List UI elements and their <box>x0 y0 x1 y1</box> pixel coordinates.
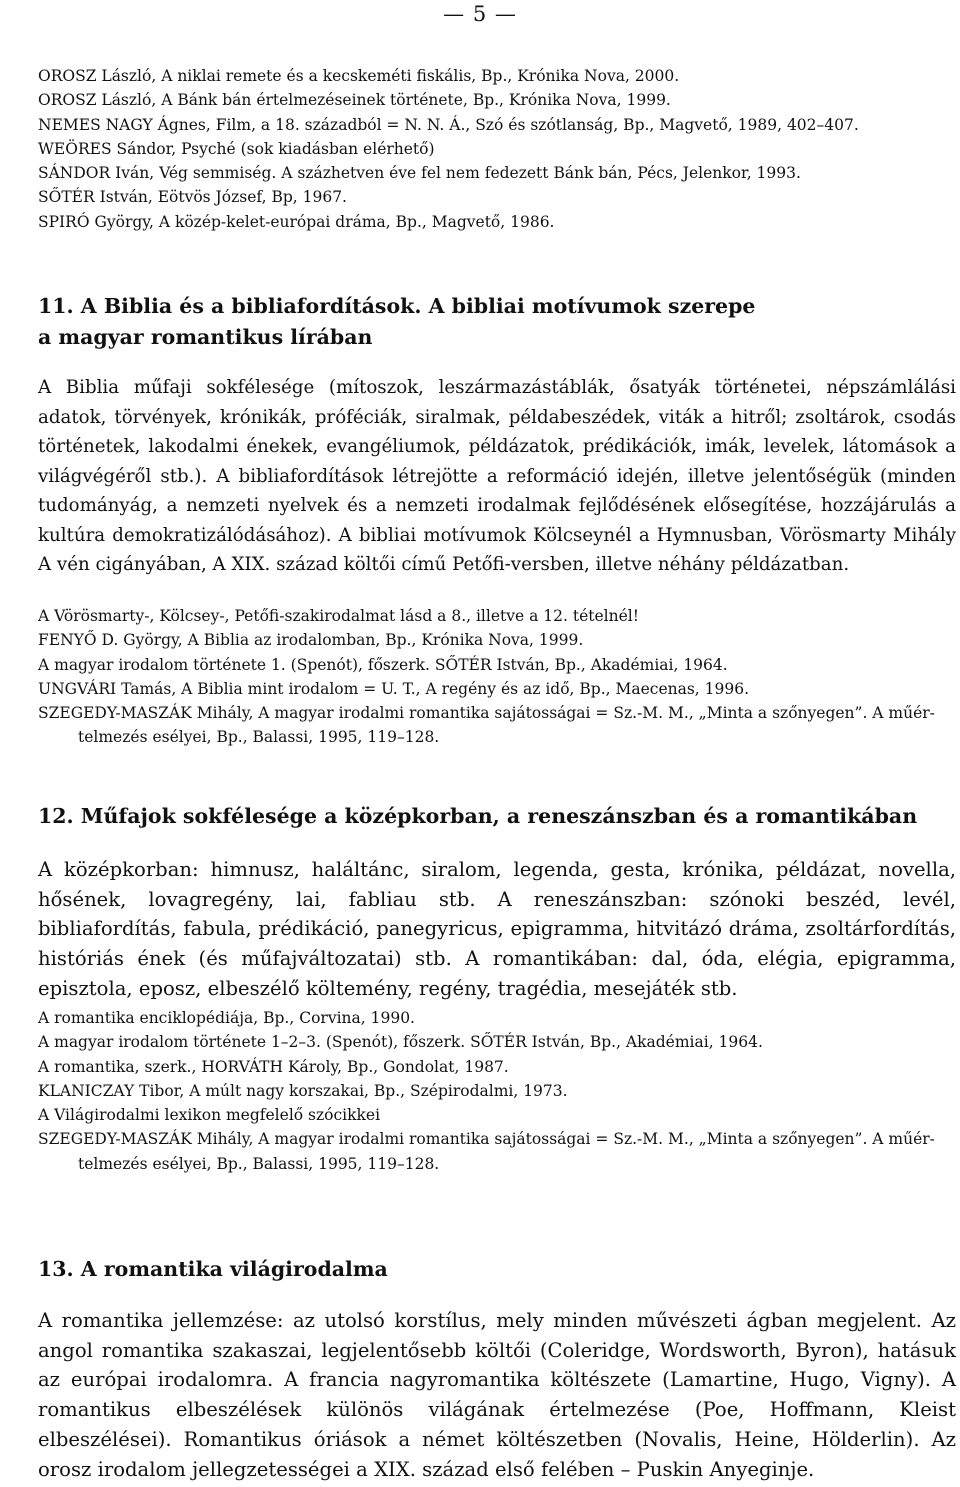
section-11-heading-line2: a magyar romantikus lírában <box>38 325 373 349</box>
section-12-references <box>38 1006 956 1176</box>
section-12-heading: 12. Műfajok sokfélesége a középkorban, a reneszánszban és a romantikában <box>38 804 918 828</box>
section-13-heading: 13. A romantika világirodalma <box>38 1257 388 1281</box>
reference-item: SZEGEDY-MASZÁK Mihály, A magyar irodalmi romantika sajátosságai = Sz.-M. M., „Minta a szőnyegen”. A műér- <box>38 1130 935 1149</box>
section-12-body-wrap <box>38 855 956 1004</box>
section-11-body: A Biblia műfaji sokfélesége (mítoszok, leszármazástáblák, ősatyák történetei, népszámlálási adatok, törvények, krónikák, próféciák, siralmak, példabeszédek, viták a hitről; zsoltárok, csodás történetek, lakodalmi énekek, evangéliumok, példázatok, prédikációk, imák, levelek, látomások a világvégéről stb.). A bibliafordítások létrejötte a reformáció idején, illetve jelentőségük (minden tudományág, a nemzeti nyelvek és a nemzeti irodalmak fejlődésének elősegítése, hozzájárulás a kultúra demokratizálódásához). A bibliai motívumok Kölcseynél a Hymnusban, Vörösmarty Mihály A vén cigányában, A XIX. század költői című Petőfi-versben, illetve néhány példázatban. <box>38 377 956 575</box>
reference-item: A Világirodalmi lexikon megfelelő szócikkei <box>38 1106 381 1125</box>
reference-item: A Vörösmarty-, Kölcsey-, Petőfi-szakirodalmat lásd a 8., illetve a 12. tételnél! <box>38 607 639 625</box>
reference-item: NEMES NAGY Ágnes, Film, a 18. századból = N. N. Á., Szó és szótlanság, Bp., Magvető, 1989, 402–407. <box>38 115 859 134</box>
reference-item: WEÖRES Sándor, Psyché (sok kiadásban elérhető) <box>38 139 435 158</box>
section-13 <box>38 1254 956 1285</box>
reference-item: SŐTÉR István, Eötvös József, Bp, 1967. <box>38 188 347 207</box>
reference-item: SPIRÓ György, A közép-kelet-európai dráma, Bp., Magvető, 1986. <box>38 212 555 231</box>
page-number: — 5 — <box>443 2 517 26</box>
reference-item-continuation: telmezés esélyei, Bp., Balassi, 1995, 119–128. <box>78 1154 440 1173</box>
section-11-references <box>38 604 956 750</box>
reference-item: OROSZ László, A Bánk bán értelmezéseinek története, Bp., Krónika Nova, 1999. <box>38 91 671 110</box>
top-reference-list <box>38 64 956 234</box>
reference-item: A romantika, szerk., HORVÁTH Károly, Bp., Gondolat, 1987. <box>38 1057 509 1076</box>
reference-item: SÁNDOR Iván, Vég semmiség. A százhetven éve fel nem fedezett Bánk bán, Pécs, Jelenkor, 1993. <box>38 164 801 183</box>
section-11-body-wrap <box>38 373 956 580</box>
section-13-body-wrap <box>38 1306 956 1484</box>
section-13-body: A romantika jellemzése: az utolsó korstílus, mely minden művészeti ágban megjelent. Az angol romantika szakaszai, legjelentősebb költői (Coleridge, Wordsworth, Byron), hatásuk az európai irodalomra. A francia nagyromantika költészete (Lamartine, Hugo, Vigny). A romantikus elbeszélések különös világának értelmezése (Poe, Hoffmann, Kleist elbeszélései). Romantikus óriások a német költészetben (Novalis, Heine, Hölderlin). Az orosz irodalom jellegzetességei a XIX. század első felében – Puskin Anyeginje. <box>38 1309 956 1481</box>
section-11 <box>38 291 956 353</box>
section-12 <box>38 801 956 832</box>
reference-item: FENYŐ D. György, A Biblia az irodalomban, Bp., Krónika Nova, 1999. <box>38 631 584 650</box>
reference-item: A romantika enciklopédiája, Bp., Corvina, 1990. <box>38 1009 415 1027</box>
reference-item: UNGVÁRI Tamás, A Biblia mint irodalom = U. T., A regény és az idő, Bp., Maecenas, 1996. <box>38 679 750 698</box>
reference-item: A magyar irodalom története 1–2–3. (Spenót), főszerk. SŐTÉR István, Bp., Akadémiai, 1964. <box>38 1033 763 1052</box>
reference-item: A magyar irodalom története 1. (Spenót), főszerk. SŐTÉR István, Bp., Akadémiai, 1964. <box>38 655 728 674</box>
reference-item: SZEGEDY-MASZÁK Mihály, A magyar irodalmi romantika sajátosságai = Sz.-M. M., „Minta a szőnyegen”. A műér- <box>38 704 935 723</box>
reference-item-continuation: telmezés esélyei, Bp., Balassi, 1995, 119–128. <box>78 728 440 747</box>
section-11-heading-line1: 11. A Biblia és a bibliafordítások. A bibliai motívumok szerepe <box>38 294 756 318</box>
reference-item: OROSZ László, A niklai remete és a kecskeméti fiskális, Bp., Krónika Nova, 2000. <box>38 67 680 85</box>
reference-item: KLANICZAY Tibor, A múlt nagy korszakai, Bp., Szépirodalmi, 1973. <box>38 1081 568 1100</box>
section-12-body: A középkorban: himnusz, haláltánc, siralom, legenda, gesta, krónika, példázat, novella, hősének, lovagregény, lai, fabliau stb. A reneszánszban: szónoki beszéd, levél, bibliafordítás, fabula, prédikáció, panegyricus, epigramma, hitvitázó dráma, zsoltárfordítás, históriás ének (és műfajváltozatai) stb. A romantikában: dal, óda, elégia, epigramma, episztola, eposz, elbeszélő költemény, regény, tragédia, mesejáték stb. <box>38 858 956 1000</box>
